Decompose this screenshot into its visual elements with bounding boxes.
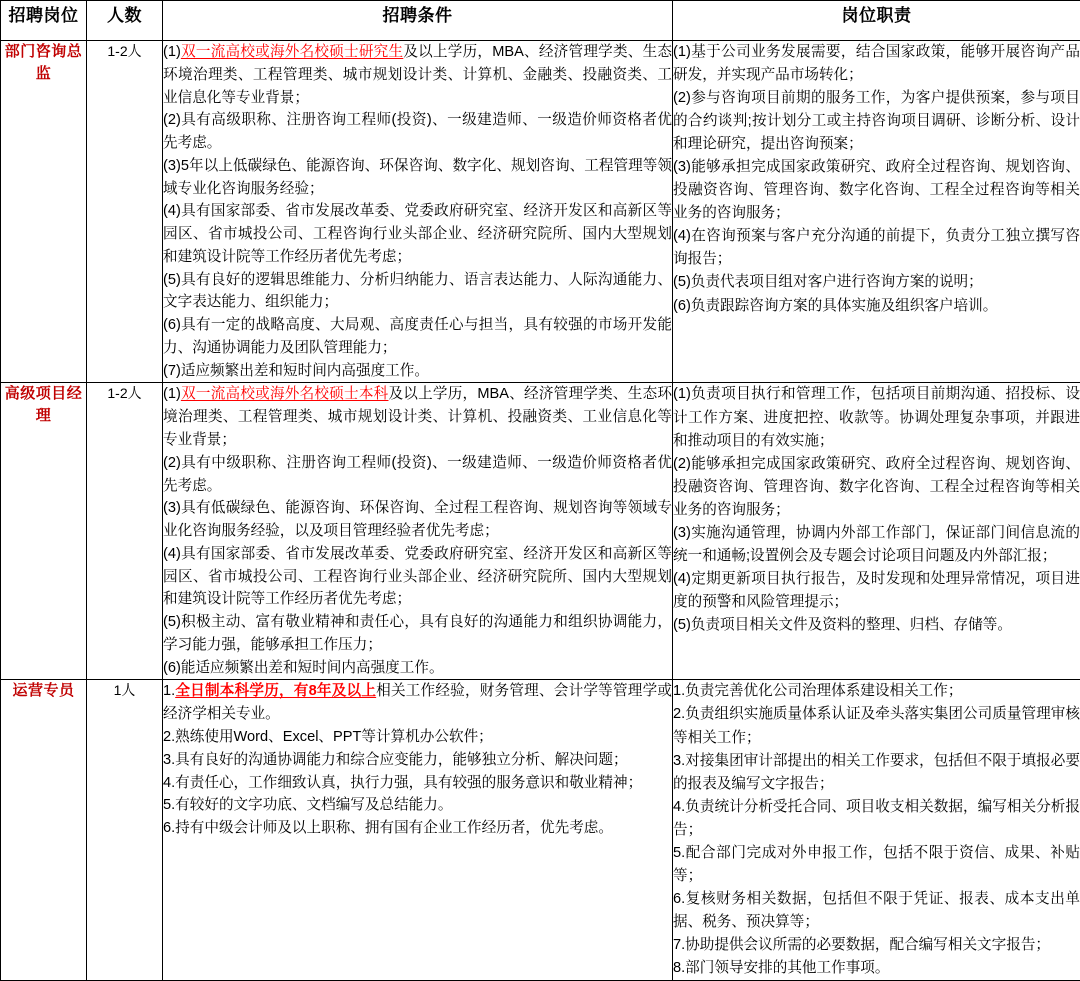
conditions-item xyxy=(163,360,672,383)
duties-item xyxy=(673,796,1080,842)
duties-item-text: 在咨询预案与客户充分沟通的前提下，负责分工独立撰写咨询报告； xyxy=(673,228,1080,267)
conditions-item-highlight: 全日制本科学历，有8年及以上 xyxy=(175,683,376,699)
duties-item xyxy=(673,934,1080,957)
headcount-cell: 1-2人 xyxy=(87,41,163,383)
conditions-item-highlight: 双一流高校或海外名校硕士本科 xyxy=(181,386,389,402)
conditions-item-text: 能适应频繁出差和短时间内高强度工作。 xyxy=(181,660,444,676)
duties-item-text: 负责代表项目组对客户进行咨询方案的说明； xyxy=(691,274,983,290)
duties-cell xyxy=(673,383,1080,680)
duties-item-marker: (5) xyxy=(673,617,691,633)
conditions-item-marker: 3. xyxy=(163,752,175,768)
duties-item-marker: (1) xyxy=(673,44,691,60)
duties-cell xyxy=(673,680,1080,981)
conditions-item-marker: 4. xyxy=(163,775,175,791)
conditions-item xyxy=(163,772,672,795)
duties-item-marker: 4. xyxy=(673,799,685,815)
conditions-item-text: 适应频繁出差和短时间内高强度工作。 xyxy=(181,363,429,379)
conditions-item-marker: (6) xyxy=(163,660,181,676)
table-row xyxy=(1,41,1080,383)
table-row xyxy=(1,680,1080,981)
conditions-cell xyxy=(163,383,673,680)
table-header xyxy=(1,1,1080,41)
conditions-item-text: 具有良好的逻辑思维能力、分析归纳能力、语言表达能力、人际沟通能力、文字表达能力、组织能力； xyxy=(163,272,672,311)
conditions-item-text: 熟练使用Word、Excel、PPT等计算机办公软件； xyxy=(175,729,493,745)
conditions-item-text: 积极主动、富有敬业精神和责任心，具有良好的沟通能力和组织协调能力，学习能力强，能够承担工作压力； xyxy=(163,614,672,653)
conditions-item-marker: 6. xyxy=(163,820,175,836)
duties-item xyxy=(673,680,1080,703)
conditions-item-marker: (5) xyxy=(163,614,181,630)
duties-item-marker: (1) xyxy=(673,386,691,402)
duties-item-marker: 6. xyxy=(673,891,685,907)
duties-item-text: 能够承担完成国家政策研究、政府全过程咨询、规划咨询、投融资咨询、管理咨询、数字化咨询、工程全过程咨询等相关业务的咨询服务； xyxy=(673,159,1080,221)
duties-item-marker: (3) xyxy=(673,159,691,175)
conditions-item xyxy=(163,269,672,315)
conditions-item-marker: (1) xyxy=(163,44,181,60)
conditions-item xyxy=(163,452,672,498)
conditions-item xyxy=(163,497,672,543)
conditions-item-text: 及以上学历，MBA、经济管理学类、生态环境治理类、工程管理类、城市规划设计类、计算机、金融类、投融资类、工业信息化等专业背景； xyxy=(163,44,672,106)
duties-item-marker: (4) xyxy=(673,228,691,244)
conditions-item-marker: (4) xyxy=(163,546,181,562)
conditions-item-text: 及以上学历，MBA、经济管理学类、生态环境治理类、工程管理类、城市规划设计类、计算机、投融资类、工业信息化等专业背景； xyxy=(163,386,672,448)
table-header-row xyxy=(1,1,1080,41)
duties-item-text: 负责组织实施质量体系认证及牵头落实集团公司质量管理审核等相关工作； xyxy=(673,706,1080,745)
duties-item-text: 能够承担完成国家政策研究、政府全过程咨询、规划咨询、投融资咨询、管理咨询、数字化咨询、工程全过程咨询等相关业务的咨询服务； xyxy=(673,456,1080,518)
conditions-cell xyxy=(163,41,673,383)
duties-item-marker: 8. xyxy=(673,960,685,976)
conditions-cell xyxy=(163,680,673,981)
job-title-cell: 高级项目经理 xyxy=(1,383,87,680)
duties-item-text: 负责项目执行和管理工作，包括项目前期沟通、招投标、设计工作方案、进度把控、收款等。协调处理复杂事项，并跟进和推动项目的有效实施； xyxy=(673,386,1080,448)
duties-item xyxy=(673,842,1080,888)
conditions-item-marker: (2) xyxy=(163,112,181,128)
duties-item-marker: 2. xyxy=(673,706,685,722)
duties-item xyxy=(673,225,1080,271)
duties-item xyxy=(673,568,1080,614)
duties-item-text: 复核财务相关数据，包括但不限于凭证、报表、成本支出单据、税务、预决算等； xyxy=(673,891,1080,930)
duties-item xyxy=(673,957,1080,980)
duties-item xyxy=(673,271,1080,294)
headcount-cell: 1人 xyxy=(87,680,163,981)
duties-item-marker: (3) xyxy=(673,525,691,541)
conditions-item xyxy=(163,200,672,268)
duties-item xyxy=(673,453,1080,522)
duties-item-text: 配合部门完成对外申报工作，包括不限于资信、成果、补贴等； xyxy=(673,845,1080,884)
conditions-item xyxy=(163,657,672,680)
duties-item-text: 参与咨询项目前期的服务工作，为客户提供预案，参与项目的合约谈判;按计划分工或主持咨询项目调研、诊断分析、设计和理论研究，提出咨询预案； xyxy=(673,90,1080,152)
conditions-item-highlight: 双一流高校或海外名校硕士研究生 xyxy=(181,44,403,60)
column-header-count: 人数 xyxy=(87,1,163,41)
conditions-item-marker: (3) xyxy=(163,158,181,174)
conditions-item xyxy=(163,41,672,109)
conditions-item-text: 具有一定的战略高度、大局观、高度责任心与担当，具有较强的市场开发能力、沟通协调能力及团队管理能力； xyxy=(163,317,672,356)
duties-item-marker: (4) xyxy=(673,571,691,587)
duties-item xyxy=(673,41,1080,87)
duties-item xyxy=(673,383,1080,452)
duties-item-marker: 3. xyxy=(673,753,685,769)
conditions-item xyxy=(163,680,672,726)
conditions-item-marker: (3) xyxy=(163,500,181,516)
duties-item-text: 定期更新项目执行报告，及时发现和处理异常情况，项目进度的预警和风险管理提示； xyxy=(673,571,1080,610)
duties-item-marker: (6) xyxy=(673,298,691,314)
duties-item xyxy=(673,156,1080,225)
duties-item xyxy=(673,295,1080,318)
column-header-conditions: 招聘条件 xyxy=(163,1,673,41)
conditions-item xyxy=(163,314,672,360)
conditions-item-text: 具有低碳绿色、能源咨询、环保咨询、全过程工程咨询、规划咨询等领域专业化咨询服务经验，以及项目管理经验者优先考虑； xyxy=(163,500,672,539)
duties-item-text: 协助提供会议所需的必要数据，配合编写相关文字报告； xyxy=(685,937,1050,953)
headcount-cell: 1-2人 xyxy=(87,383,163,680)
conditions-item xyxy=(163,109,672,155)
duties-item-text: 对接集团审计部提出的相关工作要求，包括但不限于填报必要的报表及编写文字报告； xyxy=(673,753,1080,792)
table-body xyxy=(1,41,1080,981)
conditions-item-text: 具有国家部委、省市发展改革委、党委政府研究室、经济开发区和高新区等园区、省市城投公司、工程咨询行业头部企业、经济研究院所、国内大型规划和建筑设计院等工作经历者优先考虑； xyxy=(163,203,672,265)
duties-item xyxy=(673,87,1080,156)
duties-item xyxy=(673,888,1080,934)
duties-item-text: 负责完善优化公司治理体系建设相关工作； xyxy=(685,683,962,699)
column-header-duties: 岗位职责 xyxy=(673,1,1080,41)
conditions-item-text: 具有国家部委、省市发展改革委、党委政府研究室、经济开发区和高新区等园区、省市城投公司、工程咨询行业头部企业、经济研究院所、国内大型规划和建筑设计院等工作经历者优先考虑； xyxy=(163,546,672,608)
duties-item-text: 负责跟踪咨询方案的具体实施及组织客户培训。 xyxy=(691,298,997,314)
conditions-item xyxy=(163,155,672,201)
job-title-cell: 部门咨询总监 xyxy=(1,41,87,383)
conditions-item xyxy=(163,817,672,840)
conditions-item-text: 5年以上低碳绿色、能源咨询、环保咨询、数字化、规划咨询、工程管理等领域专业化咨询服务经验； xyxy=(163,158,672,197)
conditions-item-text: 具有良好的沟通协调能力和综合应变能力，能够独立分析、解决问题； xyxy=(175,752,627,768)
conditions-item-marker: (2) xyxy=(163,455,181,471)
duties-item-marker: 7. xyxy=(673,937,685,953)
conditions-item-text: 有较好的文字功底、文档编写及总结能力。 xyxy=(175,797,452,813)
duties-item-marker: (5) xyxy=(673,274,691,290)
conditions-item xyxy=(163,543,672,611)
conditions-item-marker: (4) xyxy=(163,203,181,219)
duties-item-marker: 5. xyxy=(673,845,685,861)
table-row xyxy=(1,383,1080,680)
conditions-item xyxy=(163,749,672,772)
conditions-item xyxy=(163,794,672,817)
duties-cell xyxy=(673,41,1080,383)
duties-item-text: 部门领导安排的其他工作事项。 xyxy=(685,960,889,976)
duties-item xyxy=(673,750,1080,796)
duties-item-text: 负责统计分析受托合同、项目收支相关数据，编写相关分析报告； xyxy=(673,799,1080,838)
conditions-item-marker: (6) xyxy=(163,317,181,333)
conditions-item-marker: 2. xyxy=(163,729,175,745)
conditions-item xyxy=(163,611,672,657)
duties-item-text: 负责项目相关文件及资料的整理、归档、存储等。 xyxy=(691,617,1012,633)
duties-item xyxy=(673,522,1080,568)
conditions-item-text: 相关工作经验，财务管理、会计学等管理学或经济学相关专业。 xyxy=(163,683,672,722)
conditions-item-marker: 1. xyxy=(163,683,175,699)
conditions-item-marker: (7) xyxy=(163,363,181,379)
duties-item-marker: (2) xyxy=(673,90,691,106)
duties-item xyxy=(673,703,1080,749)
duties-item-text: 基于公司业务发展需要，结合国家政策，能够开展咨询产品研发，并实现产品市场转化； xyxy=(673,44,1080,83)
duties-item-marker: 1. xyxy=(673,683,685,699)
conditions-item xyxy=(163,726,672,749)
conditions-item-marker: 5. xyxy=(163,797,175,813)
duties-item-text: 实施沟通管理，协调内外部工作部门，保证部门间信息流的统一和通畅;设置例会及专题会讨论项目问题及内外部汇报； xyxy=(673,525,1080,564)
duties-item-marker: (2) xyxy=(673,456,691,472)
duties-item xyxy=(673,614,1080,637)
conditions-item-text: 具有中级职称、注册咨询工程师(投资)、一级建造师、一级造价师资格者优先考虑。 xyxy=(163,455,672,494)
conditions-item xyxy=(163,383,672,451)
job-title-cell: 运营专员 xyxy=(1,680,87,981)
conditions-item-text: 具有高级职称、注册咨询工程师(投资)、一级建造师、一级造价师资格者优先考虑。 xyxy=(163,112,672,151)
conditions-item-marker: (1) xyxy=(163,386,181,402)
conditions-item-marker: (5) xyxy=(163,272,181,288)
column-header-post: 招聘岗位 xyxy=(1,1,87,41)
conditions-item-text: 有责任心，工作细致认真，执行力强，具有较强的服务意识和敬业精神； xyxy=(175,775,642,791)
conditions-item-text: 持有中级会计师及以上职称、拥有国有企业工作经历者，优先考虑。 xyxy=(175,820,613,836)
